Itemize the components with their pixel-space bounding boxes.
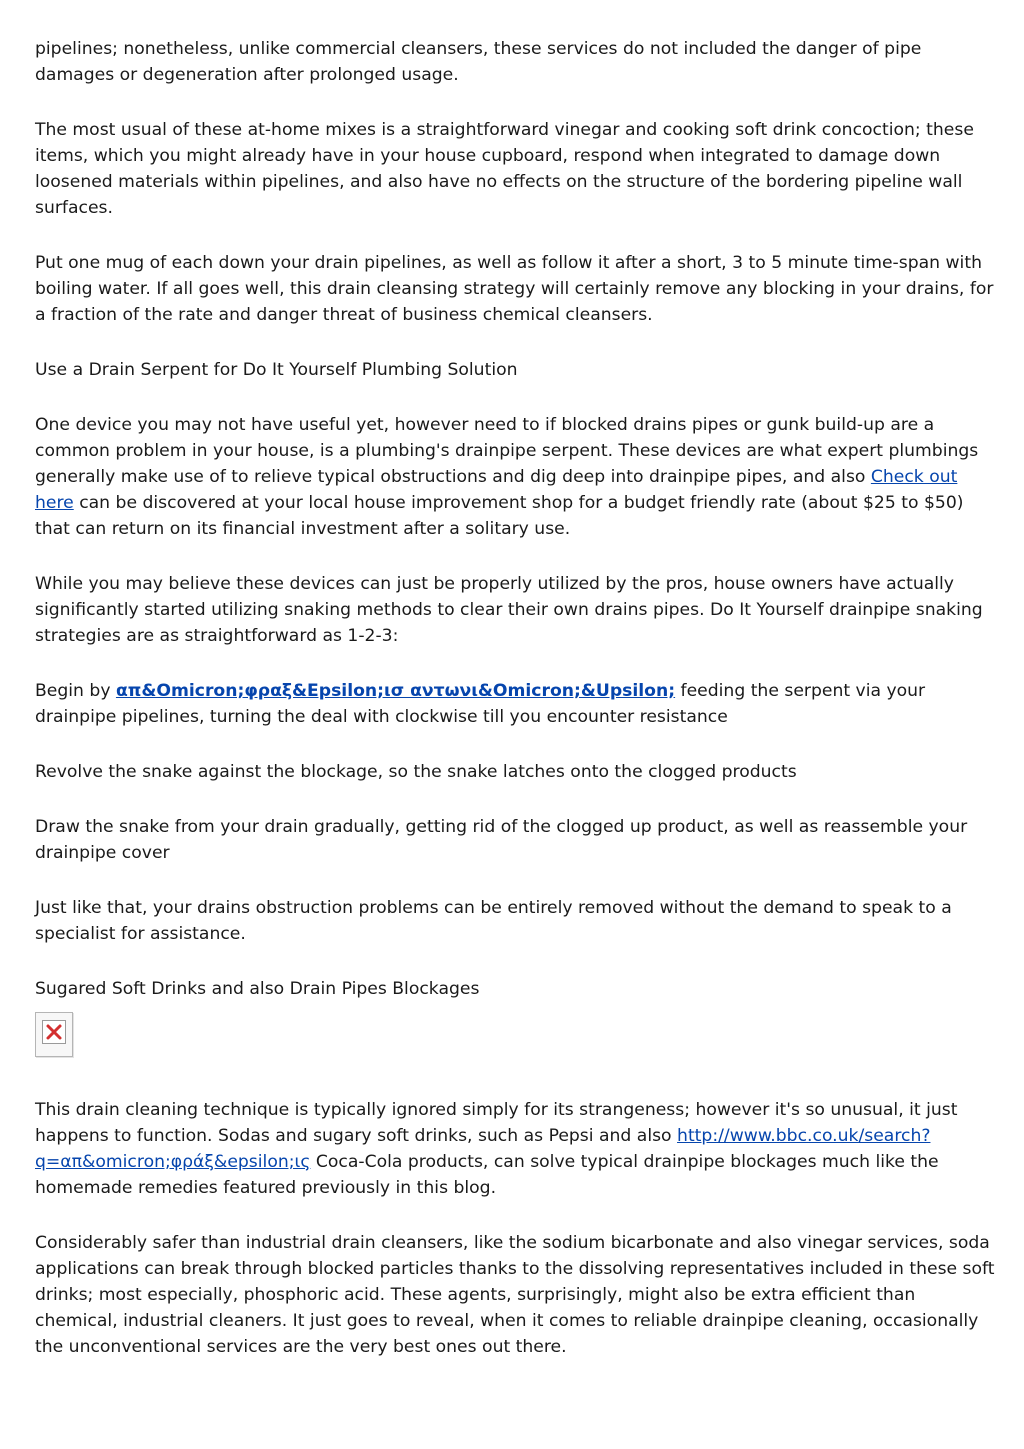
paragraph-step-begin	[35, 678, 995, 730]
paragraph-text: feeding the serpent via your drainpipe pipelines, turning the deal with clockwise till you encounter resistance	[35, 681, 926, 727]
paragraph-safer-cleansers: Considerably safer than industrial drain cleansers, like the sodium bicarbonate and also vinegar services, soda applications can break through blocked particles thanks to the dissolving representatives included in these soft drinks; most especially, phosphoric acid. These agents, surprisingly, might also be extra efficient than chemical, industrial cleaners. It just goes to reveal, when it comes to reliable drainpipe cleaning, occasionally the unconventional services are the very best ones out there.	[35, 1233, 995, 1357]
paragraph-drain-serpent	[35, 412, 995, 542]
broken-image-icon	[42, 1020, 66, 1044]
paragraph-text: can be discovered at your local house improvement shop for a budget friendly rate (about $25 to $50) that can return on its financial investment after a solitary use.	[35, 493, 964, 539]
paragraph-conclusion: Just like that, your drains obstruction problems can be entirely removed without the demand to speak to a specialist for assistance.	[35, 898, 952, 944]
paragraph-boiling-water: Put one mug of each down your drain pipelines, as well as follow it after a short, 3 to 5 minute time-span with boiling water. If all goes well, this drain cleansing strategy will certainly remove any blocking in your drains, for a fraction of the rate and danger threat of business chemical cleansers.	[35, 253, 994, 325]
greek-keyword-link[interactable]: απ&Omicron;φραξ&Epsilon;ισ αντωνι&Omicron;&Upsilon;	[115, 681, 676, 701]
paragraph-pipelines-intro: pipelines; nonetheless, unlike commercial cleansers, these services do not included the danger of pipe damages or degeneration after prolonged usage.	[35, 39, 922, 85]
paragraph-step-revolve: Revolve the snake against the blockage, so the snake latches onto the clogged products	[35, 762, 797, 782]
paragraph-step-draw: Draw the snake from your drain gradually, getting rid of the clogged up product, as well as reassemble your drainpipe cover	[35, 817, 968, 863]
document-page	[35, 36, 995, 1389]
check-out-here-link[interactable]: Check out here	[35, 467, 958, 513]
paragraph-snaking-methods: While you may believe these devices can just be properly utilized by the pros, house owners have actually significantly started utilizing snaking methods to clear their own drains pipes. Do It Yourself drainpipe snaking strategies are as straightforward as 1-2-3:	[35, 574, 983, 646]
paragraph-vinegar-mix: The most usual of these at-home mixes is a straightforward vinegar and cooking soft drink concoction; these items, which you might already have in your house cupboard, respond when integrated to damage down loosened materials within pipelines, and also have no effects on the structure of the bordering pipeline wall surfaces.	[35, 120, 974, 218]
broken-image-placeholder	[35, 1012, 73, 1057]
paragraph-text: Coca-Cola products, can solve typical drainpipe blockages much like the homemade remedies featured previously in this blog.	[35, 1152, 939, 1198]
section-heading-drain-serpent: Use a Drain Serpent for Do It Yourself Plumbing Solution	[35, 360, 518, 380]
bbc-search-link[interactable]: http://www.bbc.co.uk/search?q=απ&omicron;φράξ&epsilon;ις	[35, 1126, 931, 1172]
paragraph-text: One device you may not have useful yet, however need to if blocked drains pipes or gunk build-up are a common problem in your house, is a plumbing's drainpipe serpent. These devices are what expert plumbings generally make use of to relieve typical obstructions and dig deep into drainpipe pipes, and also	[35, 415, 979, 487]
paragraph-text: Begin by	[35, 681, 116, 701]
paragraph-text: This drain cleaning technique is typically ignored simply for its strangeness; however it's so unusual, it just happens to function. Sodas and sugary soft drinks, such as Pepsi and also	[35, 1100, 958, 1146]
paragraph-soda-technique	[35, 1097, 995, 1201]
section-heading-soft-drinks: Sugared Soft Drinks and also Drain Pipes Blockages	[35, 979, 480, 999]
